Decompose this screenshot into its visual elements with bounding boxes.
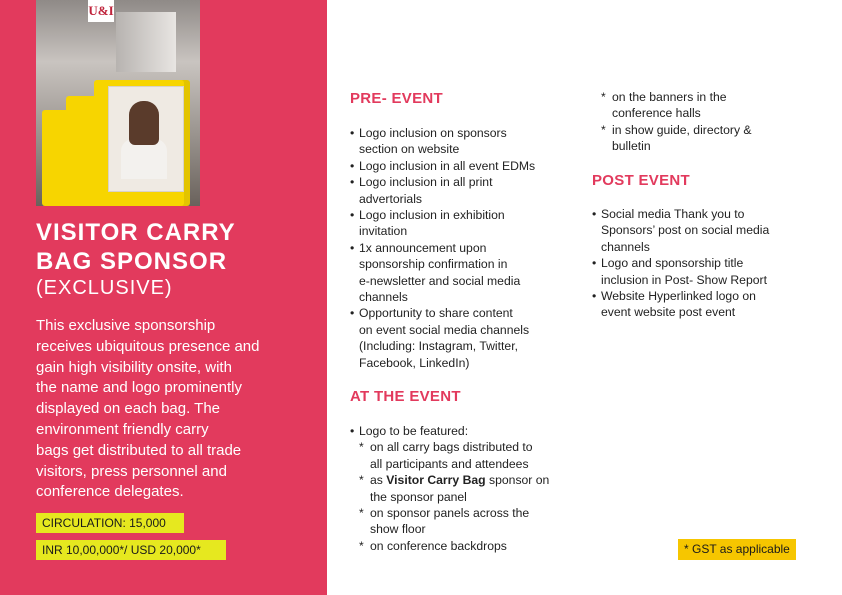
sub-item bbox=[592, 122, 752, 155]
list-item-line: • Logo inclusion in all event EDMs bbox=[359, 158, 536, 173]
list-item-line: channels bbox=[601, 239, 650, 254]
list-item-line: Facebook, LinkedIn) bbox=[359, 355, 470, 370]
sub-item-line: the sponsor panel bbox=[370, 489, 467, 504]
list-item bbox=[592, 206, 769, 255]
description-line: bags get distributed to all trade bbox=[36, 441, 242, 459]
list-item-line: invitation bbox=[359, 224, 408, 239]
description-line: visitors, press personnel and bbox=[36, 462, 227, 480]
list-item-line: on event social media channels bbox=[359, 322, 530, 337]
photo-figure-shirt bbox=[121, 139, 167, 179]
list-item-line: event website post event bbox=[601, 305, 736, 320]
description-line: displayed on each bag. The bbox=[36, 400, 221, 418]
list-item-line: e-newsletter and social media bbox=[359, 273, 521, 288]
sub-item bbox=[350, 538, 549, 554]
at-event-list-continued bbox=[592, 89, 752, 155]
exclusive-subtitle: (EXCLUSIVE) bbox=[36, 277, 173, 299]
sub-item-text: as bbox=[370, 473, 387, 488]
photo-bag-print bbox=[108, 86, 184, 192]
sponsor-name-bold: Visitor Carry Bag bbox=[386, 473, 486, 488]
description-line: receives ubiquitous presence and bbox=[36, 337, 260, 355]
list-item-line: • Opportunity to share content bbox=[359, 306, 513, 321]
photo-banner bbox=[116, 12, 176, 72]
list-item-line: • Logo and sponsorship title bbox=[601, 256, 744, 271]
description-line: environment friendly carry bbox=[36, 420, 209, 438]
list-item bbox=[592, 288, 769, 321]
list-item-line: • Social media Thank you to bbox=[601, 207, 745, 221]
sub-item-text: sponsor on bbox=[485, 473, 550, 488]
sub-item-line: * on sponsor panels across the bbox=[370, 506, 530, 521]
price-badge: INR 10,00,000*/ USD 20,000* bbox=[36, 540, 226, 560]
sub-item-line: * on all carry bags distributed to bbox=[370, 440, 533, 455]
sub-item-line bbox=[370, 472, 549, 488]
list-item-line: • 1x announcement upon bbox=[359, 240, 487, 255]
sub-item bbox=[350, 505, 549, 538]
list-item-line: advertorials bbox=[359, 191, 422, 206]
sub-item-line: show floor bbox=[370, 522, 426, 537]
description-line: gain high visibility onsite, with bbox=[36, 358, 232, 376]
sub-item bbox=[350, 472, 549, 505]
list-item bbox=[350, 158, 535, 174]
sub-item-line: * in show guide, directory & bbox=[612, 122, 752, 137]
pre-event-heading: PRE- EVENT bbox=[350, 90, 444, 107]
sub-item bbox=[350, 439, 549, 472]
list-item-line: inclusion in Post- Show Report bbox=[601, 272, 767, 287]
photo-logo: U&I bbox=[88, 0, 114, 22]
list-item bbox=[350, 207, 535, 240]
post-event-list bbox=[592, 206, 769, 321]
photo-figure-head bbox=[129, 101, 159, 145]
pre-event-list bbox=[350, 125, 535, 371]
list-item-line: • Logo inclusion in all print bbox=[359, 175, 493, 190]
list-item: • Logo to be featured: bbox=[350, 423, 549, 439]
post-event-heading: POST EVENT bbox=[592, 172, 691, 189]
list-item bbox=[350, 125, 535, 158]
list-item-line: section on website bbox=[359, 142, 460, 157]
list-item bbox=[350, 305, 535, 371]
sub-item bbox=[592, 89, 752, 122]
page-title bbox=[36, 218, 236, 276]
list-item-line: Sponsors’ post on social media bbox=[601, 223, 770, 238]
circulation-badge: CIRCULATION: 15,000 bbox=[36, 513, 184, 533]
left-panel bbox=[0, 0, 327, 595]
carry-bag-photo bbox=[36, 0, 200, 206]
list-item-line: • Logo inclusion on sponsors bbox=[359, 126, 507, 140]
description bbox=[36, 316, 312, 503]
title-line: VISITOR CARRY bbox=[36, 219, 236, 246]
at-event-heading: AT THE EVENT bbox=[350, 388, 461, 405]
description-line: conference delegates. bbox=[36, 483, 184, 501]
sub-item-line: * on the banners in the bbox=[612, 90, 727, 104]
list-item bbox=[592, 255, 769, 288]
list-item bbox=[350, 240, 535, 306]
sub-item-line: * on conference backdrops bbox=[370, 538, 507, 553]
list-item-line: sponsorship confirmation in bbox=[359, 257, 508, 272]
list-item-line: • Logo inclusion in exhibition bbox=[359, 208, 505, 223]
description-line: This exclusive sponsorship bbox=[36, 317, 216, 334]
list-item-line: (Including: Instagram, Twitter, bbox=[359, 339, 518, 354]
sub-item-line: conference halls bbox=[612, 106, 701, 121]
list-item-line: • Website Hyperlinked logo on bbox=[601, 289, 756, 304]
sub-item-line: all participants and attendees bbox=[370, 456, 529, 471]
gst-footnote: * GST as applicable bbox=[678, 539, 796, 560]
at-event-list bbox=[350, 423, 549, 554]
sub-item-line: bulletin bbox=[612, 139, 651, 154]
description-line: the name and logo prominently bbox=[36, 379, 242, 397]
list-item bbox=[350, 174, 535, 207]
list-item-line: channels bbox=[359, 290, 408, 305]
title-line: BAG SPONSOR bbox=[36, 248, 228, 275]
